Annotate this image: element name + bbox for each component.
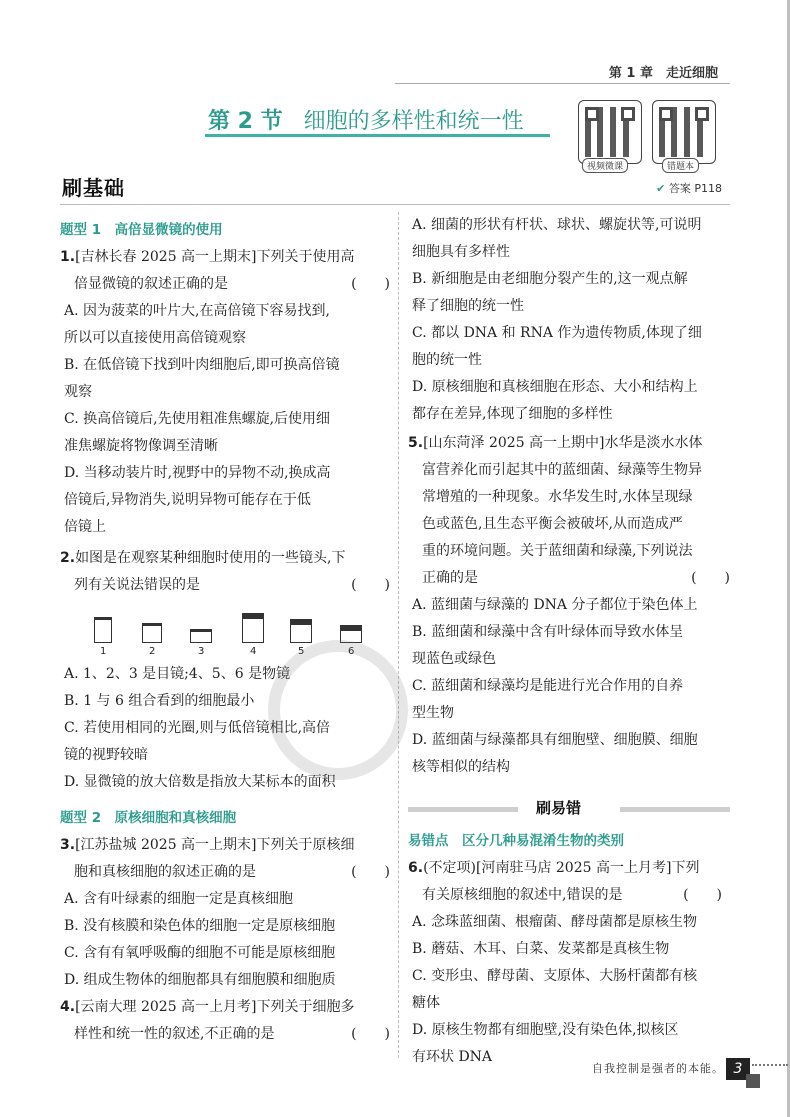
footer-dots [752,1064,788,1066]
q6-option-c[interactable]: C. 变形虫、酵母菌、支原体、大肠杆菌都有核 糖体 [412,968,698,1011]
brand-error: 刷易错 [536,799,582,817]
q3-stem-line: 胞和真核细胞的叙述正确的是 [74,864,256,880]
q5-stem-line: 色或蓝色,且生态平衡会被破坏,从而造成严 [422,516,683,532]
page-number: 3 [726,1058,750,1080]
q1-stem-line: [吉林长春 2025 高一上期末]下列关于使用高 [75,249,355,265]
lens-5 [290,619,312,643]
question-4 [60,994,390,1048]
q2-stem-line: 如图是在观察某种细胞时使用的一些镜头,下 [75,550,346,566]
footer-motto: 自我控制是强者的本能。 [592,1062,724,1075]
q1-stem-line: 倍显微镜的叙述正确的是 [74,276,228,292]
qr-error-book[interactable] [652,100,716,164]
section-title [208,104,524,135]
q1-number: 1. [60,249,76,265]
lens-label: 4 [250,646,257,657]
q2-number: 2. [60,550,76,566]
banner-bar [620,807,730,812]
left-column [60,212,390,1048]
banner-bar [408,807,518,812]
q3-option-d[interactable]: D. 组成生物体的细胞都具有细胞膜和细胞质 [64,972,336,988]
q6-number: 6. [408,860,424,876]
q5-stem-line: [山东菏泽 2025 高一上期中]水华是淡水水体 [423,435,703,451]
q4-option-a[interactable]: A. 细菌的形状有杆状、球状、螺旋状等,可说明 细胞具有多样性 [412,217,702,260]
answer-reference [656,180,722,196]
question-6 [408,855,730,909]
right-column [408,212,730,1071]
q5-option-a[interactable]: A. 蓝细菌与绿藻的 DNA 分子都位于染色体上 [412,597,698,613]
chapter-header: 第 1 章 走近细胞 [608,66,718,81]
q3-option-b[interactable]: B. 没有核膜和染色体的细胞一定是原核细胞 [64,918,336,934]
q6-option-b[interactable]: B. 蘑菇、木耳、白菜、发菜都是真核生物 [412,941,670,957]
q1-option-d[interactable]: D. 当移动装片时,视野中的异物不动,换成高 倍镜后,异物消失,说明异物可能存在于低 倍镜上 [64,465,331,535]
lens-label: 6 [348,646,355,657]
lens-figure [60,605,390,657]
qr-code-icon [585,107,635,157]
title-underline [205,134,550,137]
q3-option-a[interactable]: A. 含有叶绿素的细胞一定是真核细胞 [64,891,294,907]
question-2 [60,545,390,599]
lens-label: 5 [298,646,305,657]
q4-stem-line: 样性和统一性的叙述,不正确的是 [74,1026,275,1042]
lens-label: 3 [198,646,205,657]
q6-stem-line: 有关原核细胞的叙述中,错误的是 [422,887,623,903]
lens-3 [190,629,212,643]
q2-stem-line: 列有关说法错误的是 [74,577,200,593]
lens-label: 1 [100,646,107,657]
q5-option-d[interactable]: D. 蓝细菌与绿藻都具有细胞壁、细胞膜、细胞 核等相似的结构 [412,732,698,775]
column-divider [398,212,400,1058]
q5-stem-line: 富营养化而引起其中的蓝细菌、绿藻等生物异 [422,462,702,478]
q2-option-b[interactable]: B. 1 与 6 组合看到的细胞最小 [64,693,255,709]
lens-label: 2 [149,646,156,657]
check-icon: ✔ [656,182,666,195]
q3-option-c[interactable]: C. 含有有氧呼吸酶的细胞不可能是原核细胞 [64,945,336,961]
q5-stem-line: 重的环境问题。关于蓝细菌和绿藻,下列说法 [422,543,693,559]
page-number-decoration [746,1074,760,1088]
question-5 [408,430,730,592]
qr-error-label: 错题本 [662,158,699,173]
brand-basic: 刷基础 [62,176,125,200]
lens-2 [142,623,162,643]
q5-number: 5. [408,435,424,451]
q6-option-a[interactable]: A. 念珠蓝细菌、根瘤菌、酵母菌都是原核生物 [412,914,698,930]
q4-stem-line: [云南大理 2025 高一上月考]下列关于细胞多 [75,999,355,1015]
q3-stem-line: [江苏盐城 2025 高一上期末]下列关于原核细 [75,837,355,853]
error-section-banner [408,795,730,823]
q1-option-b[interactable]: B. 在低倍镜下找到叶肉细胞后,即可换高倍镜 观察 [64,357,340,400]
type-title-1: 题型 1 高倍显微镜的使用 [60,222,223,238]
q4-option-b[interactable]: B. 新细胞是由老细胞分裂产生的,这一观点解 释了细胞的统一性 [412,271,688,314]
answer-blank[interactable]: ( ) [691,570,730,586]
q4-option-d[interactable]: D. 原核细胞和真核细胞在形态、大小和结构上 都存在差异,体现了细胞的多样性 [412,379,698,422]
answer-blank[interactable]: ( ) [351,1026,390,1042]
lens-1 [94,617,112,643]
q5-stem-line: 常增殖的一种现象。水华发生时,水体呈现绿 [422,489,693,505]
answer-ref-text: 答案 P118 [668,182,722,195]
q1-option-a[interactable]: A. 因为菠菜的叶片大,在高倍镜下容易找到, 所以可以直接使用高倍镜观察 [64,303,330,346]
qr-code-icon [659,107,709,157]
answer-blank[interactable]: ( ) [351,577,390,593]
lens-4 [242,613,264,643]
answer-blank[interactable]: ( ) [351,864,390,880]
q4-option-c[interactable]: C. 都以 DNA 和 RNA 作为遗传物质,体现了细 胞的统一性 [412,325,702,368]
question-1 [60,244,390,298]
header-rule [395,83,730,84]
answer-blank[interactable]: ( ) [351,276,390,292]
brand-rule [60,204,730,205]
q6-option-d[interactable]: D. 原核生物都有细胞壁,没有染色体,拟核区 有环状 DNA [412,1022,679,1065]
lens-6 [340,625,362,643]
q3-number: 3. [60,837,76,853]
qr-video-label: 视频微课 [582,158,628,173]
answer-blank[interactable]: ( ) [683,887,722,903]
q5-option-b[interactable]: B. 蓝细菌和绿藻中含有叶绿体而导致水体呈 现蓝色或绿色 [412,624,684,667]
q2-option-a[interactable]: A. 1、2、3 是目镜;4、5、6 是物镜 [64,666,291,682]
q4-number: 4. [60,999,76,1015]
section-number: 第 2 节 [208,109,283,134]
section-name: 细胞的多样性和统一性 [303,109,524,134]
q2-option-d[interactable]: D. 显微镜的放大倍数是指放大某标本的面积 [64,774,336,790]
error-point-title: 易错点 区分几种易混淆生物的类别 [408,833,624,849]
q2-option-c[interactable]: C. 若使用相同的光圈,则与低倍镜相比,高倍 镜的视野较暗 [64,720,331,763]
q1-option-c[interactable]: C. 换高倍镜后,先使用粗准焦螺旋,后使用细 准焦螺旋将物像调至清晰 [64,411,331,454]
q6-stem-line: (不定项)[河南驻马店 2025 高一上月考]下列 [423,860,700,876]
question-3 [60,832,390,886]
type-title-2: 题型 2 原核细胞和真核细胞 [60,810,237,826]
q5-stem-line: 正确的是 [422,570,478,586]
q5-option-c[interactable]: C. 蓝细菌和绿藻均是能进行光合作用的自养 型生物 [412,678,684,721]
qr-video[interactable] [578,100,642,164]
